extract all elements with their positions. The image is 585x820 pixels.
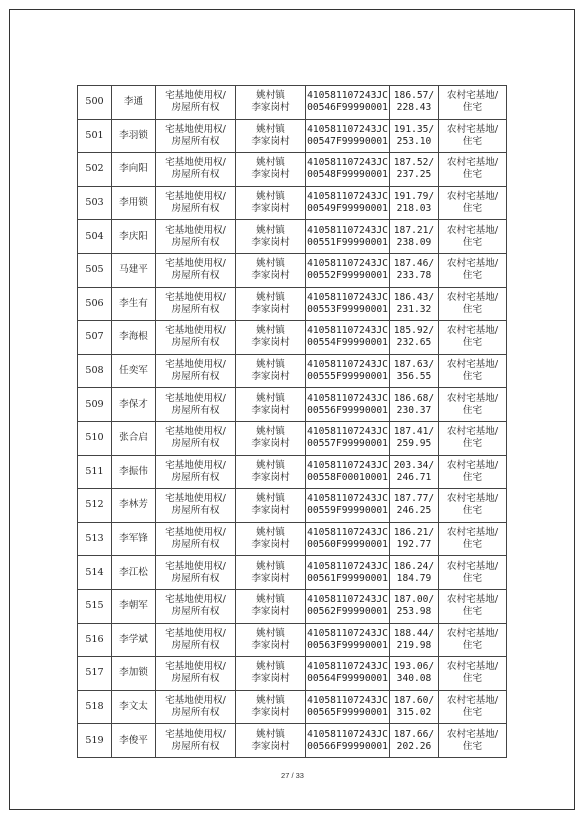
cell-land-use: 农村宅基地/ 住宅 [439,86,507,120]
cell-right-type: 宅基地使用权/ 房屋所有权 [156,86,236,120]
cell-land-use: 农村宅基地/ 住宅 [439,220,507,254]
cell-number: 511 [78,455,112,489]
cell-owner-name: 李俊平 [112,724,156,758]
cell-location: 姚村镇 李家岗村 [236,186,306,220]
cell-area: 187.66/ 202.26 [390,724,439,758]
cell-number: 513 [78,522,112,556]
table-row [78,186,507,220]
cell-number: 503 [78,186,112,220]
cell-owner-name: 李用锁 [112,186,156,220]
cell-parcel-code: 410581107243JC 00548F99990001 [306,153,390,187]
cell-number: 507 [78,321,112,355]
cell-land-use: 农村宅基地/ 住宅 [439,253,507,287]
table-row [78,522,507,556]
table-row [78,153,507,187]
cell-owner-name: 李振伟 [112,455,156,489]
cell-right-type: 宅基地使用权/ 房屋所有权 [156,489,236,523]
cell-area: 186.21/ 192.77 [390,522,439,556]
cell-area: 203.34/ 246.71 [390,455,439,489]
cell-area: 186.57/ 228.43 [390,86,439,120]
cell-parcel-code: 410581107243JC 00549F99990001 [306,186,390,220]
cell-owner-name: 马建平 [112,253,156,287]
table-row [78,354,507,388]
cell-location: 姚村镇 李家岗村 [236,421,306,455]
cell-land-use: 农村宅基地/ 住宅 [439,556,507,590]
cell-right-type: 宅基地使用权/ 房屋所有权 [156,589,236,623]
cell-owner-name: 李通 [112,86,156,120]
cell-location: 姚村镇 李家岗村 [236,321,306,355]
cell-land-use: 农村宅基地/ 住宅 [439,354,507,388]
cell-parcel-code: 410581107243JC 00547F99990001 [306,119,390,153]
cell-land-use: 农村宅基地/ 住宅 [439,186,507,220]
cell-right-type: 宅基地使用权/ 房屋所有权 [156,253,236,287]
registry-table-body [78,86,507,758]
cell-owner-name: 李学斌 [112,623,156,657]
cell-right-type: 宅基地使用权/ 房屋所有权 [156,119,236,153]
cell-right-type: 宅基地使用权/ 房屋所有权 [156,724,236,758]
cell-land-use: 农村宅基地/ 住宅 [439,690,507,724]
cell-location: 姚村镇 李家岗村 [236,690,306,724]
cell-area: 186.68/ 230.37 [390,388,439,422]
cell-right-type: 宅基地使用权/ 房屋所有权 [156,388,236,422]
cell-number: 512 [78,489,112,523]
cell-right-type: 宅基地使用权/ 房屋所有权 [156,321,236,355]
cell-number: 501 [78,119,112,153]
cell-parcel-code: 410581107243JC 00555F99990001 [306,354,390,388]
cell-location: 姚村镇 李家岗村 [236,657,306,691]
cell-land-use: 农村宅基地/ 住宅 [439,388,507,422]
cell-owner-name: 张合启 [112,421,156,455]
cell-number: 519 [78,724,112,758]
table-row [78,86,507,120]
cell-location: 姚村镇 李家岗村 [236,489,306,523]
cell-right-type: 宅基地使用权/ 房屋所有权 [156,186,236,220]
cell-parcel-code: 410581107243JC 00552F99990001 [306,253,390,287]
cell-area: 187.63/ 356.55 [390,354,439,388]
cell-location: 姚村镇 李家岗村 [236,455,306,489]
table-row [78,321,507,355]
cell-land-use: 农村宅基地/ 住宅 [439,623,507,657]
cell-parcel-code: 410581107243JC 00566F99990001 [306,724,390,758]
cell-location: 姚村镇 李家岗村 [236,220,306,254]
cell-land-use: 农村宅基地/ 住宅 [439,321,507,355]
cell-owner-name: 李军锋 [112,522,156,556]
cell-parcel-code: 410581107243JC 00560F99990001 [306,522,390,556]
table-row [78,253,507,287]
cell-location: 姚村镇 李家岗村 [236,287,306,321]
cell-land-use: 农村宅基地/ 住宅 [439,421,507,455]
cell-parcel-code: 410581107243JC 00561F99990001 [306,556,390,590]
cell-location: 姚村镇 李家岗村 [236,724,306,758]
cell-area: 188.44/ 219.98 [390,623,439,657]
cell-land-use: 农村宅基地/ 住宅 [439,657,507,691]
cell-parcel-code: 410581107243JC 00562F99990001 [306,589,390,623]
cell-location: 姚村镇 李家岗村 [236,354,306,388]
cell-land-use: 农村宅基地/ 住宅 [439,522,507,556]
cell-right-type: 宅基地使用权/ 房屋所有权 [156,623,236,657]
cell-location: 姚村镇 李家岗村 [236,153,306,187]
cell-number: 508 [78,354,112,388]
table-row [78,657,507,691]
table-row [78,690,507,724]
cell-location: 姚村镇 李家岗村 [236,119,306,153]
cell-owner-name: 李保才 [112,388,156,422]
cell-land-use: 农村宅基地/ 住宅 [439,724,507,758]
cell-parcel-code: 410581107243JC 00564F99990001 [306,657,390,691]
cell-number: 506 [78,287,112,321]
cell-area: 186.24/ 184.79 [390,556,439,590]
cell-parcel-code: 410581107243JC 00546F99990001 [306,86,390,120]
cell-location: 姚村镇 李家岗村 [236,556,306,590]
cell-number: 514 [78,556,112,590]
cell-right-type: 宅基地使用权/ 房屋所有权 [156,657,236,691]
cell-area: 186.43/ 231.32 [390,287,439,321]
cell-parcel-code: 410581107243JC 00559F99990001 [306,489,390,523]
cell-owner-name: 李生有 [112,287,156,321]
cell-location: 姚村镇 李家岗村 [236,253,306,287]
table-row [78,119,507,153]
cell-right-type: 宅基地使用权/ 房屋所有权 [156,556,236,590]
cell-area: 187.46/ 233.78 [390,253,439,287]
table-row [78,724,507,758]
table-row [78,623,507,657]
cell-land-use: 农村宅基地/ 住宅 [439,119,507,153]
cell-owner-name: 李文太 [112,690,156,724]
cell-number: 518 [78,690,112,724]
cell-area: 187.60/ 315.02 [390,690,439,724]
cell-land-use: 农村宅基地/ 住宅 [439,153,507,187]
cell-area: 191.35/ 253.10 [390,119,439,153]
cell-parcel-code: 410581107243JC 00563F99990001 [306,623,390,657]
cell-number: 504 [78,220,112,254]
cell-right-type: 宅基地使用权/ 房屋所有权 [156,522,236,556]
cell-right-type: 宅基地使用权/ 房屋所有权 [156,287,236,321]
cell-owner-name: 李江松 [112,556,156,590]
cell-location: 姚村镇 李家岗村 [236,388,306,422]
cell-area: 187.52/ 237.25 [390,153,439,187]
cell-parcel-code: 410581107243JC 00557F99990001 [306,421,390,455]
cell-number: 515 [78,589,112,623]
table-row [78,556,507,590]
cell-area: 187.77/ 246.25 [390,489,439,523]
cell-right-type: 宅基地使用权/ 房屋所有权 [156,690,236,724]
table-row [78,421,507,455]
cell-number: 510 [78,421,112,455]
cell-area: 185.92/ 232.65 [390,321,439,355]
cell-area: 191.79/ 218.03 [390,186,439,220]
cell-owner-name: 任奕军 [112,354,156,388]
cell-parcel-code: 410581107243JC 00554F99990001 [306,321,390,355]
cell-location: 姚村镇 李家岗村 [236,589,306,623]
cell-area: 187.21/ 238.09 [390,220,439,254]
cell-owner-name: 李加锁 [112,657,156,691]
registry-table [77,85,507,758]
cell-parcel-code: 410581107243JC 00565F99990001 [306,690,390,724]
cell-owner-name: 李海根 [112,321,156,355]
cell-owner-name: 李庆阳 [112,220,156,254]
cell-right-type: 宅基地使用权/ 房屋所有权 [156,153,236,187]
cell-area: 187.00/ 253.98 [390,589,439,623]
page-number: 27 / 33 [281,771,304,780]
cell-right-type: 宅基地使用权/ 房屋所有权 [156,455,236,489]
table-row [78,220,507,254]
cell-parcel-code: 410581107243JC 00556F99990001 [306,388,390,422]
cell-parcel-code: 410581107243JC 00553F99990001 [306,287,390,321]
cell-number: 517 [78,657,112,691]
table-row [78,388,507,422]
cell-land-use: 农村宅基地/ 住宅 [439,455,507,489]
cell-number: 516 [78,623,112,657]
cell-number: 502 [78,153,112,187]
cell-right-type: 宅基地使用权/ 房屋所有权 [156,421,236,455]
cell-land-use: 农村宅基地/ 住宅 [439,589,507,623]
cell-location: 姚村镇 李家岗村 [236,623,306,657]
cell-parcel-code: 410581107243JC 00558F00010001 [306,455,390,489]
cell-owner-name: 李羽锁 [112,119,156,153]
cell-owner-name: 李朝军 [112,589,156,623]
table-row [78,455,507,489]
cell-number: 509 [78,388,112,422]
table-row [78,287,507,321]
cell-right-type: 宅基地使用权/ 房屋所有权 [156,354,236,388]
cell-number: 500 [78,86,112,120]
table-row [78,489,507,523]
cell-owner-name: 李林芳 [112,489,156,523]
cell-owner-name: 李向阳 [112,153,156,187]
cell-number: 505 [78,253,112,287]
cell-land-use: 农村宅基地/ 住宅 [439,489,507,523]
cell-land-use: 农村宅基地/ 住宅 [439,287,507,321]
cell-right-type: 宅基地使用权/ 房屋所有权 [156,220,236,254]
cell-area: 193.06/ 340.08 [390,657,439,691]
table-row [78,589,507,623]
cell-location: 姚村镇 李家岗村 [236,522,306,556]
cell-area: 187.41/ 259.95 [390,421,439,455]
cell-parcel-code: 410581107243JC 00551F99990001 [306,220,390,254]
cell-location: 姚村镇 李家岗村 [236,86,306,120]
